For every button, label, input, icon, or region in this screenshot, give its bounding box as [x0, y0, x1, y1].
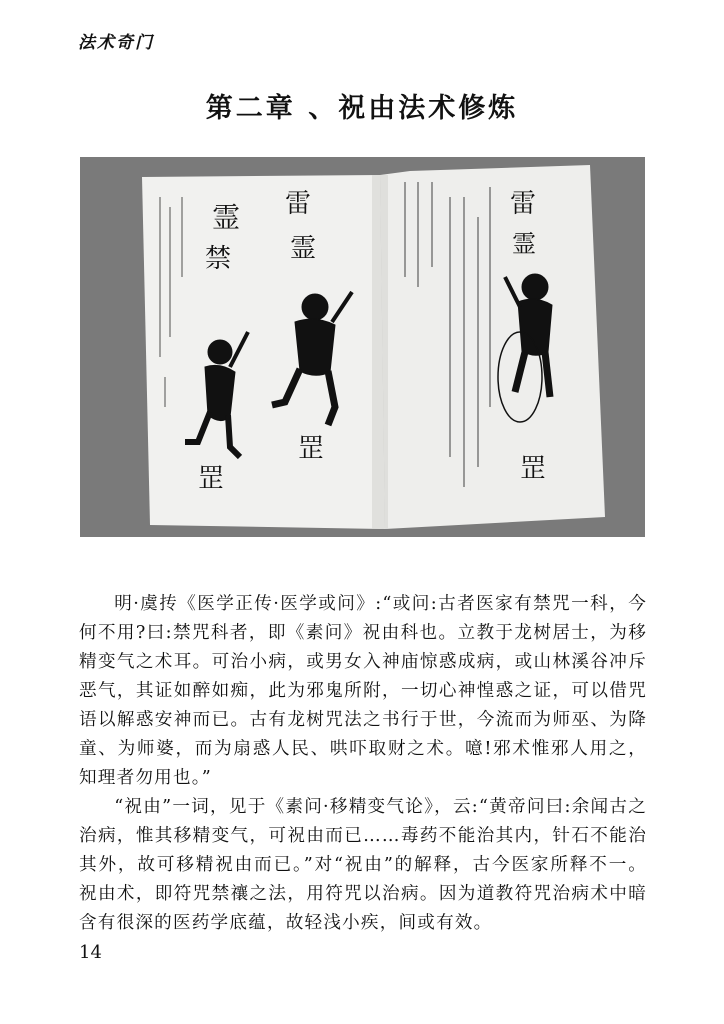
svg-text:霊: 霊 [290, 234, 317, 264]
left-page [142, 175, 385, 529]
svg-text:罡: 罡 [520, 454, 547, 484]
right-page [380, 165, 605, 529]
page-number: 14 [79, 942, 102, 963]
svg-text:霊: 霊 [212, 201, 241, 234]
body-text [79, 590, 647, 938]
svg-text:雷: 雷 [510, 189, 537, 219]
manuscript-illustration [80, 157, 645, 537]
svg-text:禁: 禁 [205, 244, 232, 274]
chapter-title: 第二章 、祝由法术修炼 [205, 93, 519, 124]
svg-text:雷: 雷 [285, 189, 312, 219]
paragraph-1: 明·虞抟《医学正传·医学或问》:“或问:古者医家有禁咒一科，今何不用?曰:禁咒科者，即《素问》祝由科也。立教于龙树居士，为移精变气之术耳。可治小病，或男女入神庙惊惑成病，或山林溪谷冲斥恶气，其证如醉如痴，此为邪鬼所附，一切心神惶惑之证，可以借咒语以解惑安神而已。古有龙树咒法之书行于世，今流而为师巫、为降童、为师婆，而为扇惑人民、哄吓取财之术。噫!邪术惟邪人用之，知理者勿用也。” [79, 594, 647, 788]
running-header: 法术奇门 [78, 33, 154, 53]
svg-text:罡: 罡 [198, 464, 225, 494]
svg-text:霊: 霊 [512, 230, 536, 258]
svg-text:罡: 罡 [298, 434, 325, 464]
paragraph-2: “祝由”一词，见于《素问·移精变气论》，云:“黄帝问曰:余闻古之治病，惟其移精变气，可祝由而已……毒药不能治其内，针石不能治其外，故可移精祝由而已。”对“祝由”的解释，古今医家所释不一。 祝由术，即符咒禁禳之法，用符咒以治病。因为道教符咒治病术中暗含有很深的医药学底蕴，故轻浅小疾，间或有效。 [79, 797, 647, 933]
talisman-manuscript-photo [80, 157, 645, 537]
